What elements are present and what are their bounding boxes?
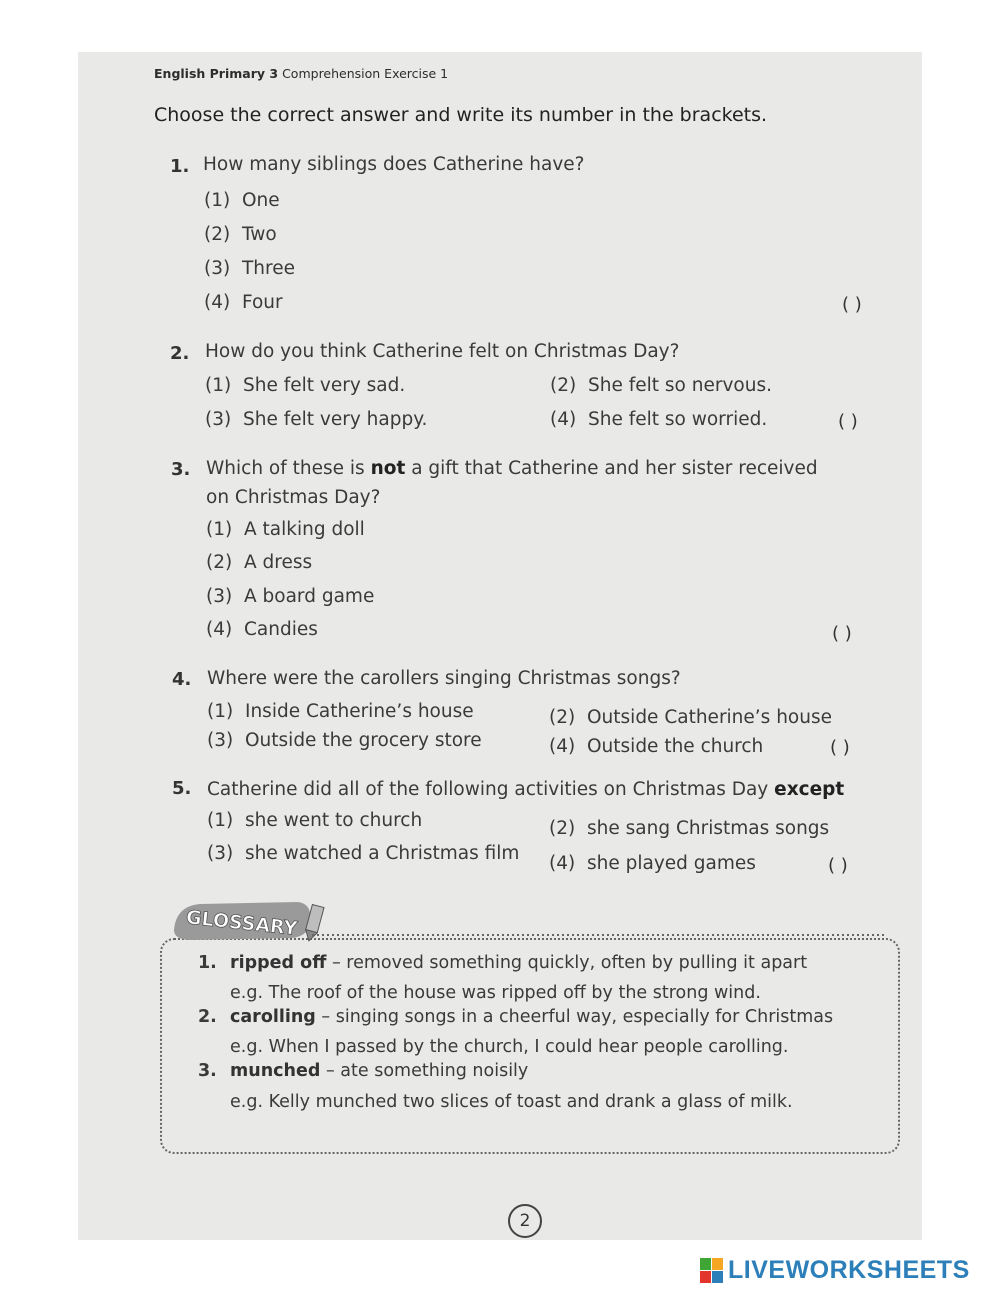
- question-3-text: Which of these is not a gift that Catherine and her sister received on Christmas Day?: [206, 458, 818, 508]
- glossary-item-2: 2. carolling – singing songs in a cheerful way, especially for Christmas: [198, 1007, 834, 1027]
- answer-bracket-1[interactable]: ( ): [842, 294, 862, 315]
- question-4-text: Where were the carollers singing Christmas songs?: [207, 668, 681, 689]
- question-3-option-1: (1) A talking doll: [206, 519, 365, 540]
- question-1-text: How many siblings does Catherine have?: [203, 154, 585, 175]
- question-2-option-2: (2) She felt so nervous.: [550, 375, 772, 396]
- question-2-option-3: (3) She felt very happy.: [205, 409, 428, 430]
- glossary-example-3: e.g. Kelly munched two slices of toast and drank a glass of milk.: [230, 1092, 793, 1112]
- question-2-option-1: (1) She felt very sad.: [205, 375, 406, 396]
- question-2-text: How do you think Catherine felt on Christmas Day?: [205, 341, 680, 362]
- glossary-example-1: e.g. The roof of the house was ripped off by the strong wind.: [230, 983, 761, 1003]
- question-2-option-4: (4) She felt so worried.: [550, 409, 768, 430]
- question-4-option-4: (4) Outside the church: [549, 736, 764, 757]
- glossary-example-2: e.g. When I passed by the church, I could hear people carolling.: [230, 1037, 789, 1057]
- header-subject: English Primary 3: [154, 66, 279, 81]
- answer-bracket-5[interactable]: ( ): [828, 855, 848, 876]
- question-5-number: 5.: [172, 778, 192, 799]
- question-1-option-2: (2) Two: [204, 224, 277, 245]
- question-5-option-1: (1) she went to church: [207, 810, 423, 831]
- question-5-option-4: (4) she played games: [549, 853, 756, 874]
- glossary-item-3: 3. munched – ate something noisily: [198, 1061, 529, 1081]
- brand-name[interactable]: LIVEWORKSHEETS: [728, 1256, 970, 1284]
- header-exercise: Comprehension Exercise 1: [282, 66, 449, 81]
- question-1-option-4: (4) Four: [204, 292, 283, 313]
- question-4-number: 4.: [172, 669, 192, 690]
- answer-bracket-2[interactable]: ( ): [838, 411, 858, 432]
- glossary-dotted-line: [312, 928, 892, 942]
- instructions: Choose the correct answer and write its number in the brackets.: [154, 104, 768, 126]
- question-3-number: 3.: [171, 459, 191, 480]
- question-1-option-1: (1) One: [204, 190, 280, 211]
- glossary-item-1: 1. ripped off – removed something quickly, often by pulling it apart: [198, 953, 808, 973]
- question-1-number: 1.: [170, 156, 190, 177]
- glossary-badge: [170, 896, 330, 946]
- question-4-option-1: (1) Inside Catherine’s house: [207, 701, 474, 722]
- question-5-option-2: (2) she sang Christmas songs: [549, 818, 830, 839]
- answer-bracket-3[interactable]: ( ): [832, 623, 852, 644]
- worksheet-header: [154, 66, 448, 81]
- question-5-text: Catherine did all of the following activities on Christmas Day except: [207, 779, 845, 800]
- page-number: 2: [508, 1204, 542, 1238]
- question-5-option-3: (3) she watched a Christmas film: [207, 843, 520, 864]
- question-3-option-4: (4) Candies: [206, 619, 318, 640]
- answer-bracket-4[interactable]: ( ): [830, 737, 850, 758]
- question-2-number: 2.: [170, 343, 190, 364]
- question-3-option-2: (2) A dress: [206, 552, 313, 573]
- question-4-option-2: (2) Outside Catherine’s house: [549, 707, 832, 728]
- question-4-option-3: (3) Outside the grocery store: [207, 730, 482, 751]
- glossary-title: GLOSSARY: [184, 906, 299, 940]
- question-1-option-3: (3) Three: [204, 258, 295, 279]
- liveworksheets-logo-icon: [700, 1258, 724, 1284]
- question-3-option-3: (3) A board game: [206, 586, 375, 607]
